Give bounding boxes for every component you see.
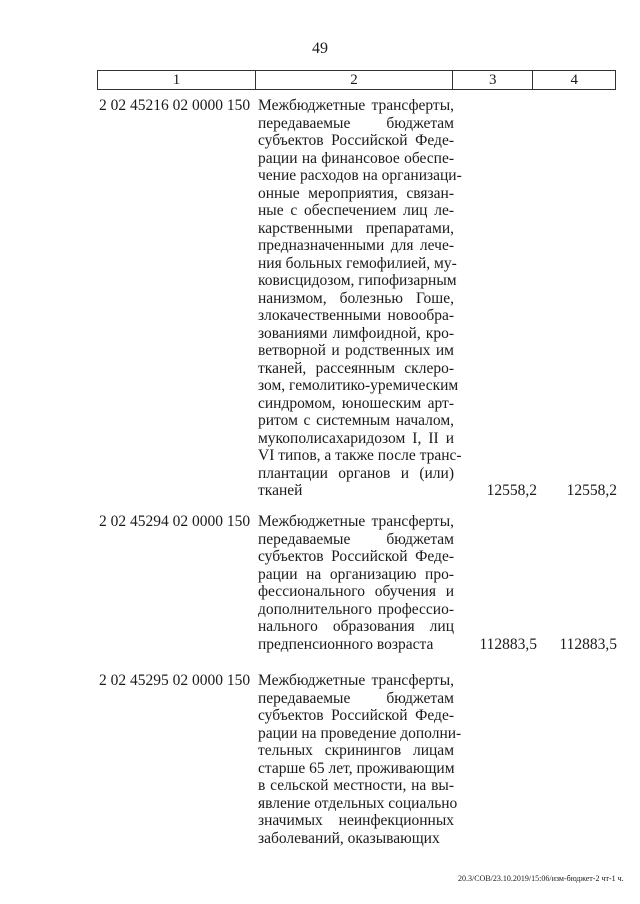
description-line: зом, гемолитико-уремическим [258, 377, 459, 394]
header-col-2: 2 [256, 71, 453, 89]
description-line: тканей, рассеянным склеро- [258, 359, 454, 377]
description-line: Межбюджетные трансферты, [258, 513, 454, 530]
description-line: синдромом, юношеским арт- [258, 394, 454, 412]
page-number: 49 [312, 40, 328, 57]
description-line: VI типов, а также после транс- [258, 447, 462, 464]
description-line: заболеваний, оказывающих [258, 829, 440, 847]
budget-code: 2 02 45216 02 0000 150 [99, 97, 251, 114]
description-line: передаваемые бюджетам [258, 530, 454, 548]
description-line: зованиями лимфоидной, кро- [258, 324, 454, 342]
footer-reference: 20.3/СОВ/23.10.2019/15:06/изм-бюджет-2 чт-1 ч. [458, 874, 624, 883]
row-description [258, 672, 462, 847]
value-col-4: 12558,2 [566, 482, 617, 499]
description-line: дополнительного профессио- [258, 600, 454, 618]
description-line: плантации органов и (или) [258, 464, 454, 482]
description-line: нального образования лиц [258, 618, 454, 635]
description-line: Межбюджетные трансферты, [258, 672, 454, 689]
description-line: предпенсионного возраста [258, 635, 434, 653]
description-line: рации на проведение дополни- [258, 724, 462, 742]
description-line: явление отдельных социально [258, 794, 458, 812]
budget-code: 2 02 45295 02 0000 150 [99, 672, 251, 689]
description-line: значимых неинфекционных [258, 812, 454, 829]
description-line: старше 65 лет, проживающим [258, 759, 455, 777]
description-line: ные с обеспечением лиц ле- [258, 202, 454, 219]
description-line: тканей [258, 482, 303, 499]
header-col-1: 1 [98, 71, 256, 89]
budget-code: 2 02 45294 02 0000 150 [99, 513, 251, 530]
table-header [97, 70, 616, 90]
description-line: карственными препаратами, [258, 219, 454, 237]
value-col-3: 12558,2 [486, 482, 537, 499]
description-line: нанизмом, болезнью Гоше, [258, 289, 454, 307]
description-line: онные мероприятия, связан- [258, 184, 454, 202]
value-col-4: 112883,5 [559, 635, 617, 653]
header-col-4: 4 [570, 72, 578, 88]
description-line: субъектов Российской Феде- [258, 548, 454, 565]
description-line: ковисцидозом, гипофизарным [258, 272, 457, 289]
description-line: ния больных гемофилией, му- [258, 254, 457, 272]
description-line: предназначенными для лече- [258, 237, 454, 254]
description-line: ветворной и родственных им [258, 342, 454, 359]
description-line: злокачественными новообра- [258, 307, 454, 324]
description-line: чение расходов на организаци- [258, 167, 462, 184]
description-line: субъектов Российской Феде- [258, 707, 454, 724]
description-line: мукополисахаридозом I, II и [258, 429, 454, 447]
header-col-3: 3 [453, 71, 534, 89]
description-line: субъектов Российской Феде- [258, 132, 454, 149]
description-line: рации на организацию про- [258, 565, 454, 583]
description-line: в сельской местности, на вы- [258, 777, 454, 794]
value-col-3: 112883,5 [479, 635, 537, 653]
description-line: ритом с системным началом, [258, 412, 454, 429]
row-description [258, 97, 462, 500]
description-line: Межбюджетные трансферты, [258, 97, 454, 114]
description-line: тельных скринингов лицам [258, 742, 454, 759]
description-line: передаваемые бюджетам [258, 114, 454, 132]
row-description [258, 513, 454, 653]
description-line: фессионального обучения и [258, 583, 454, 600]
description-line: передаваемые бюджетам [258, 689, 454, 707]
description-line: рации на финансовое обеспе- [258, 149, 454, 167]
